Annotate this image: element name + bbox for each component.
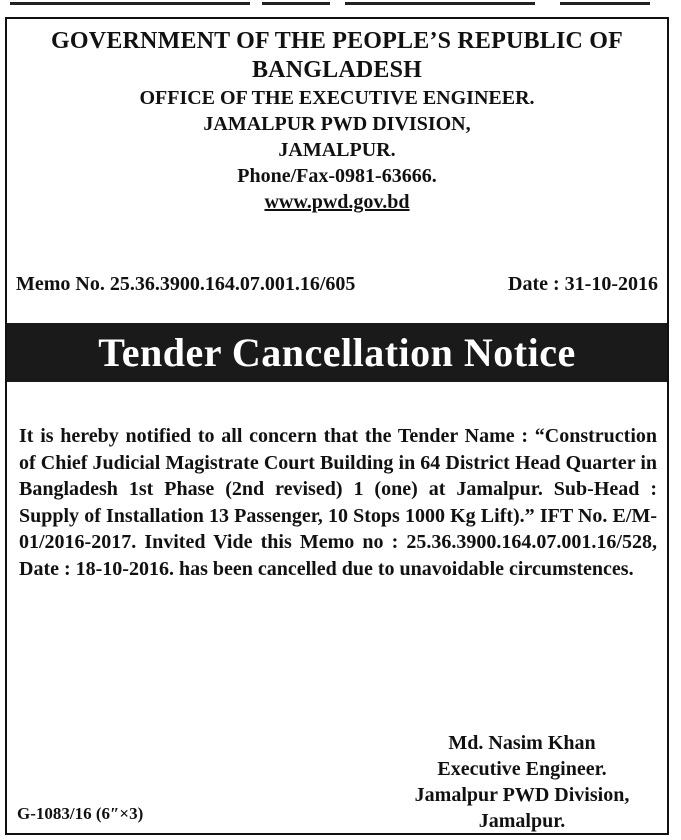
signature-block (387, 730, 657, 834)
notice-header (7, 27, 667, 215)
website-link[interactable]: www.pwd.gov.bd (264, 191, 410, 213)
signatory-name: Md. Nasim Khan (448, 732, 596, 754)
city-name: JAMALPUR. (278, 139, 396, 161)
signatory-designation: Executive Engineer. (437, 758, 607, 780)
government-title: GOVERNMENT OF THE PEOPLE’S REPUBLIC OF BANGLADESH (51, 28, 623, 83)
reference-code: G-1083/16 (6″×3) (17, 804, 144, 823)
cropped-text-fragment (10, 2, 250, 5)
signatory-city: Jamalpur. (478, 810, 566, 832)
notice-body: It is hereby notified to all concern that the Tender Name : “Construction of Chief Judicial Magistrate Court Building in 64 District Head Quarter in Bangladesh 1st Phase (2nd revised) 1 (one) at Jamalpur. Sub-Head : Supply of Installation 13 Passenger, 10 Stops 1000 Kg Lift).” IFT No. E/M-01/2016-2017. Invited Vide this Memo no : 25.36.3900.164.07.001.16/528, Date : 18-10-2016. has been cancelled due to unavoidable circumstences. (19, 425, 657, 580)
office-name: OFFICE OF THE EXECUTIVE ENGINEER. (139, 87, 535, 109)
cropped-text-fragment (262, 2, 330, 5)
cropped-text-fragment (560, 2, 650, 5)
memo-number: Memo No. 25.36.3900.164.07.001.16/605 (16, 273, 356, 295)
notice-frame (5, 17, 669, 835)
memo-row (16, 271, 658, 297)
cropped-text-fragment (345, 2, 535, 5)
division-name: JAMALPUR PWD DIVISION, (203, 113, 471, 135)
phone-fax: Phone/Fax-0981-63666. (237, 165, 437, 187)
memo-date: Date : 31-10-2016 (508, 273, 658, 295)
signatory-division: Jamalpur PWD Division, (414, 784, 630, 806)
notice-title-banner (7, 323, 667, 382)
notice-title: Tender Cancellation Notice (98, 330, 576, 375)
cropped-text-strip (0, 0, 681, 8)
